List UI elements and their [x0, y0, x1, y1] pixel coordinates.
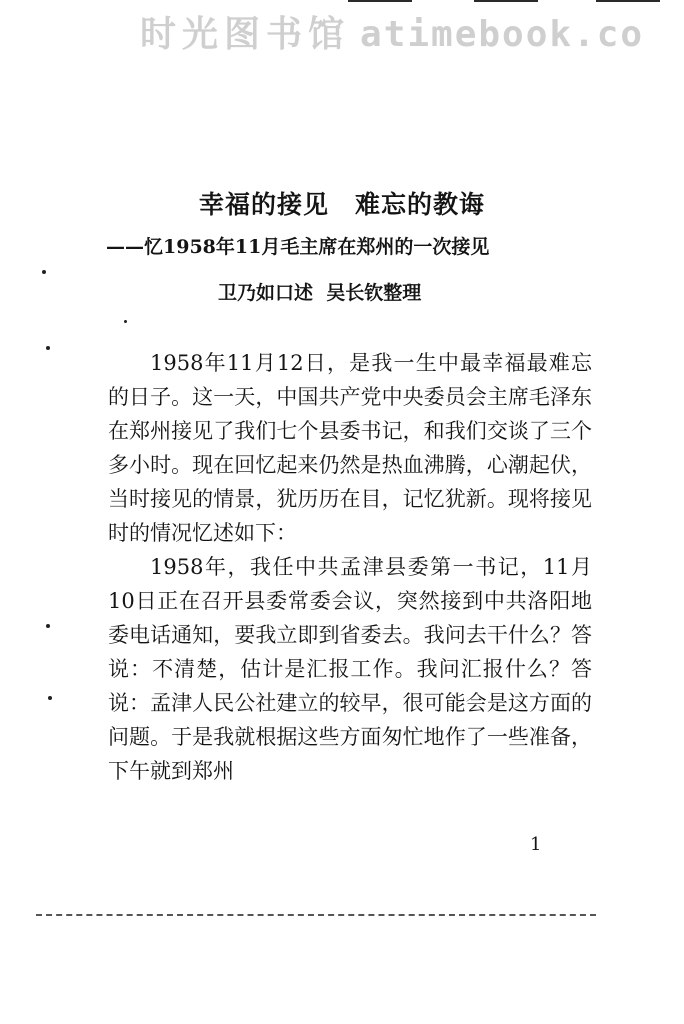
- article-title: 幸福的接见 难忘的教诲: [198, 189, 485, 219]
- scan-speck: [42, 270, 46, 274]
- scan-speck: [46, 346, 50, 350]
- watermark: [140, 14, 644, 56]
- watermark-url: atimebook.co: [360, 14, 645, 55]
- article-body: [108, 346, 592, 788]
- watermark-chinese: 时光图书馆: [140, 14, 351, 55]
- scan-speck: [124, 320, 127, 323]
- article-subtitle: ——忆1958年11月毛主席在郑州的一次接见: [106, 236, 490, 258]
- page-number: 1: [530, 834, 542, 855]
- bottom-rule: [36, 914, 596, 916]
- top-scan-line: [348, 0, 412, 2]
- scan-speck: [46, 624, 50, 628]
- top-scan-line: [596, 0, 660, 2]
- scan-speck: [48, 696, 52, 700]
- paragraph: 1958年11月12日，是我一生中最幸福最难忘的日子。这一天，中国共产党中央委员会主席毛泽东在郑州接见了我们七个县委书记，和我们交谈了三个多小时。现在回忆起来仍然是热血沸腾，心潮起伏，当时接见的情景，犹历历在目，记忆犹新。现将接见时的情况忆述如下：: [108, 351, 592, 545]
- paragraph: 1958年，我任中共孟津县委第一书记，11月10日正在召开县委常委会议，突然接到中共洛阳地委电话通知，要我立即到省委去。我问去干什么？答说：不清楚，估计是汇报工作。我问汇报什么？答说：孟津人民公社建立的较早，很可能会是这方面的问题。于是我就根据这些方面匆忙地作了一些准备，下午就到郑州: [108, 555, 592, 783]
- top-scan-line: [474, 0, 538, 2]
- author-line: 卫乃如口述 吴长钦整理: [218, 282, 422, 304]
